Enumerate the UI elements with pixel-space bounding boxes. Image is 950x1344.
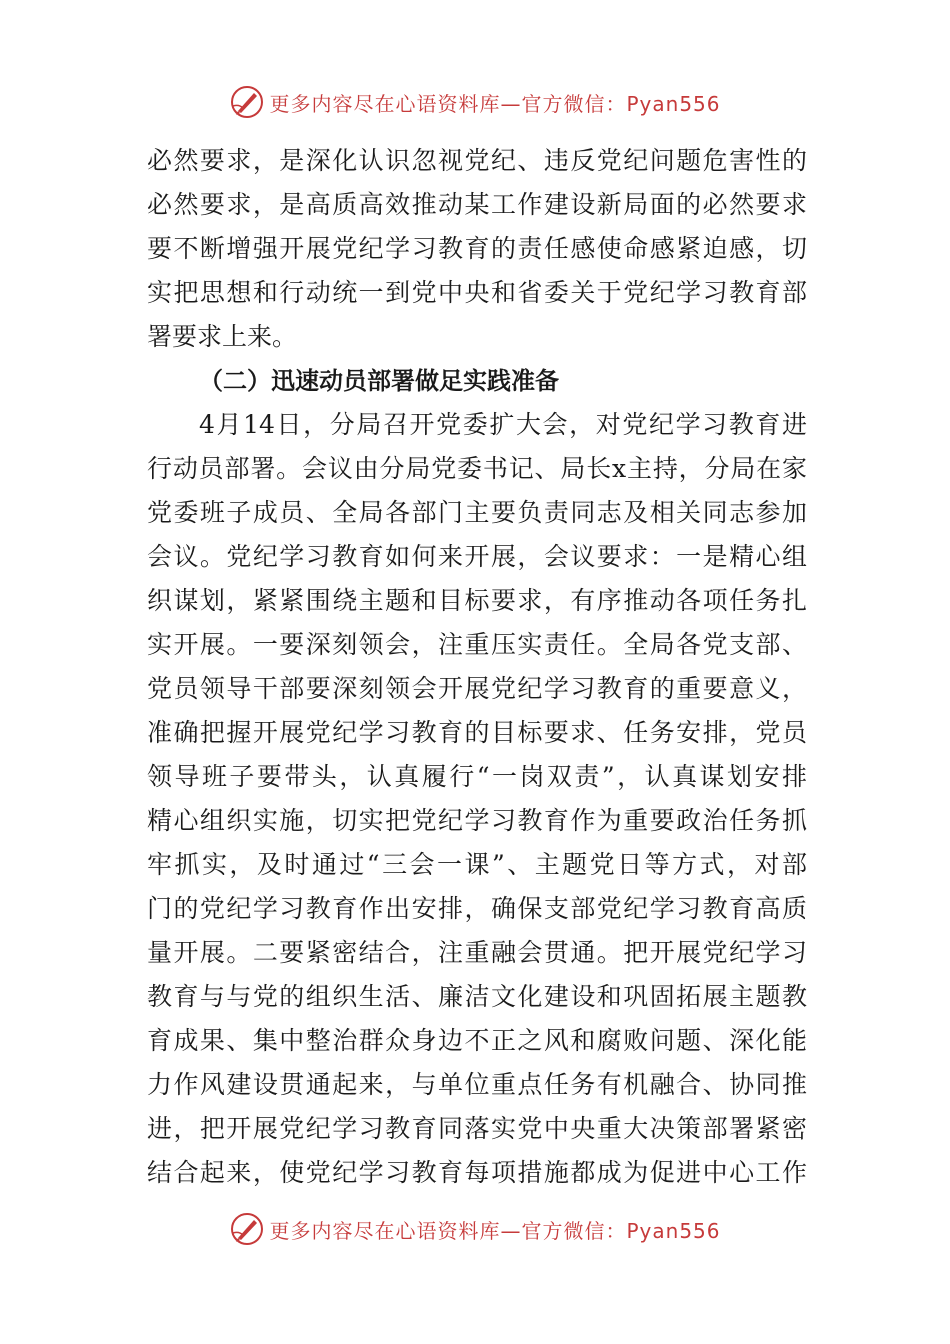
text-line: 育成果、集中整治群众身边不正之风和腐败问题、深化能 bbox=[147, 1026, 807, 1055]
text-line: 门的党纪学习教育作出安排，确保支部党纪学习教育高质 bbox=[147, 894, 807, 923]
watermark-wechat-id: Pyan556 bbox=[626, 1218, 721, 1243]
text-line: 精心组织实施，切实把党纪学习教育作为重要政治任务抓 bbox=[147, 806, 807, 835]
header-watermark bbox=[0, 82, 950, 122]
text-line: 行动员部署。会议由分局党委书记、局长x主持，分局在家 bbox=[147, 454, 807, 483]
document-body bbox=[147, 139, 807, 1195]
text-line: 教育与与党的组织生活、廉洁文化建设和巩固拓展主题教 bbox=[147, 982, 807, 1011]
text-line: 必然要求，是深化认识忽视党纪、违反党纪问题危害性的 bbox=[147, 146, 807, 175]
text-line: 必然要求，是高质高效推动某工作建设新局面的必然要求 bbox=[147, 190, 807, 219]
quill-pen-logo-icon bbox=[229, 1211, 265, 1247]
text-line: 进，把开展党纪学习教育同落实党中央重大决策部署紧密 bbox=[147, 1114, 807, 1143]
text-line: 4月14日，分局召开党委扩大会，对党纪学习教育进 bbox=[199, 410, 807, 439]
text-line: 党委班子成员、全局各部门主要负责同志及相关同志参加 bbox=[147, 498, 807, 527]
text-line: 领导班子要带头，认真履行“一岗双责”，认真谋划安排 bbox=[147, 762, 807, 791]
watermark-wechat-id: Pyan556 bbox=[626, 91, 721, 116]
text-line: 准确把握开展党纪学习教育的目标要求、任务安排，党员 bbox=[147, 718, 807, 747]
quill-pen-logo-icon bbox=[229, 84, 265, 120]
section-heading: （二）迅速动员部署做足实践准备 bbox=[199, 367, 559, 395]
text-line: 牢抓实，及时通过“三会一课”、主题党日等方式，对部 bbox=[147, 850, 807, 879]
text-line: 结合起来，使党纪学习教育每项措施都成为促进中心工作 bbox=[147, 1158, 807, 1187]
text-line: 织谋划，紧紧围绕主题和目标要求，有序推动各项任务扎 bbox=[147, 586, 807, 615]
text-line: 署要求上来。 bbox=[147, 322, 298, 351]
text-line: 实把思想和行动统一到党中央和省委关于党纪学习教育部 bbox=[147, 278, 807, 307]
text-line: 量开展。二要紧密结合，注重融会贯通。把开展党纪学习 bbox=[147, 938, 807, 967]
watermark-site-text: 更多内容尽在心语资料库—官方微信： bbox=[269, 1218, 627, 1243]
text-line: 会议。党纪学习教育如何来开展，会议要求：一是精心组 bbox=[147, 542, 807, 571]
watermark-text bbox=[269, 1215, 720, 1244]
text-line: 要不断增强开展党纪学习教育的责任感使命感紧迫感，切 bbox=[147, 234, 807, 263]
text-line: 党员领导干部要深刻领会开展党纪学习教育的重要意义， bbox=[147, 674, 807, 703]
footer-watermark bbox=[0, 1209, 950, 1249]
text-line: 力作风建设贯通起来，与单位重点任务有机融合、协同推 bbox=[147, 1070, 807, 1099]
text-line: 实开展。一要深刻领会，注重压实责任。全局各党支部、 bbox=[147, 630, 807, 659]
watermark-site-text: 更多内容尽在心语资料库—官方微信： bbox=[269, 91, 627, 116]
watermark-text bbox=[269, 88, 720, 117]
